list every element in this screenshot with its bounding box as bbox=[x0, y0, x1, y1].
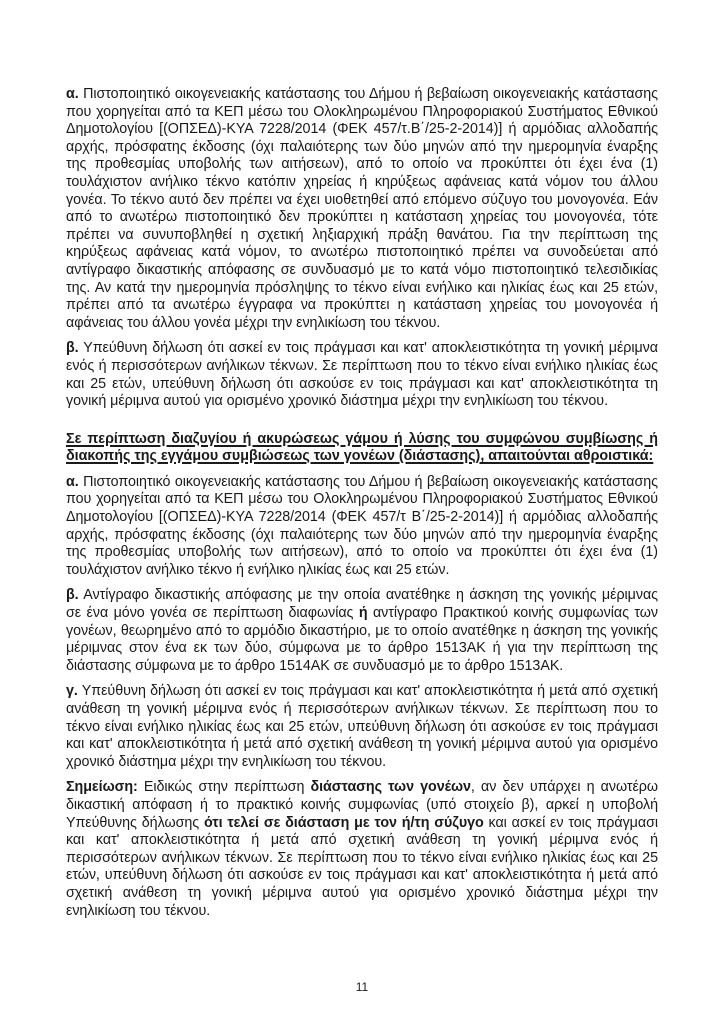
paragraph-text: αντίγραφο Πρακτικού κοινής συμφωνίας των γονέων, θεωρημένο από το αρμόδιο δικαστήριο, με το οποίο ανατέθηκε η άσκηση της γονικής μέριμνας στον ένα εκ των δύο, σύμφωνα με το άρθρο 1513ΑΚ ή για την περίπτωση της διάστασης σύμφωνα με το άρθρο 1514ΑΚ σε συνδυασμό με το άρθρο 1513ΑΚ. bbox=[66, 605, 658, 674]
item-label: α. bbox=[66, 86, 79, 102]
page-number: 11 bbox=[355, 980, 369, 994]
paragraph-text: Αντίγραφο δικαστικής απόφασης με την οποία ανατέθηκε η άσκηση της γονικής μέριμνας σε ένα μόνο γονέα σε περίπτωση διαφωνίας bbox=[66, 587, 658, 622]
bold-phrase: διάστασης των γονέων bbox=[310, 779, 471, 796]
paragraph-text: και ασκεί εν τοις πράγμασι και κατ' αποκλειστικότητα ή μετά από σχετική ανάθεση τη γονική μέριμνα ενός ή περισσότερων ανήλικων τέκνων. Σε περίπτωση που το τέκνο είναι ενήλικο ηλικίας έως και 25 ετών, υπεύθυνη δήλωση ότι ασκούσε εν τοις πράγμασι και κατ' αποκλειστικότητα ή μετά από σχετική ανάθεση τη γονική μέριμνα αυτού για ορισμένο χρονικό διάστημα μέχρι την ενηλικίωση του τέκνου. bbox=[66, 814, 658, 919]
bold-or: ή bbox=[358, 605, 368, 622]
item-label: β. bbox=[66, 587, 79, 604]
paragraph-text: Πιστοποιητικό οικογενειακής κατάστασης του Δήμου ή βεβαίωση οικογενειακής κατάστασης που χορηγείται από τα ΚΕΠ μέσω του Ολοκληρωμένου Πληροφοριακού Συστήματος Εθνικού Δημοτολογίου [(ΟΠΣΕΔ)-ΚΥΑ 7228/2014 (ΦΕΚ 457/τ.Β΄/25-2-2014)] ή αρμόδιας αλλοδαπής αρχής, πρόσφατης έκδοσης (όχι παλαιότερης των δύο μηνών από την ημερομηνία έναρξης της προθεσμίας υποβολής των αιτήσεων), από το οποίο να προκύπτει ότι έχει ένα (1) τουλάχιστον ανήλικο τέκνο κατόπιν χηρείας ή κηρύξεως αφάνειας κατά νόμον του άλλου γονέα. Το τέκνο αυτό δεν πρέπει να έχει υιοθετηθεί από επόμενο σύζυγο του μονογονέα. Εάν από το ανωτέρω πιστοποιητικό δεν προκύπτει η κατάσταση χηρείας του μονογονέα, τότε πρέπει να συνυποβληθεί η σχετική ληξιαρχική πράξη θανάτου. Για την περίπτωση της κηρύξεως αφάνειας κατά νόμον, το ανωτέρω πιστοποιητικό πρέπει να συνοδεύεται από αντίγραφο δικαστικής απόφασης σε συνδυασμό με το κατά νόμο πιστοποιητικό τελεσιδικίας της. Αν κατά την ημερομηνία πρόσληψης το τέκνο είναι ενήλικο και ηλικίας έως και 25 ετών, πρέπει από τα ανωτέρω έγγραφα να προκύπτει η κατάσταση χηρείας του μονογονέα ή αφάνειας του άλλου γονέα μέχρι την ενηλικίωση του τέκνου. bbox=[66, 86, 658, 331]
item-label: α. bbox=[66, 473, 79, 490]
note-label: Σημείωση: bbox=[66, 779, 138, 796]
paragraph-alpha-certificate bbox=[66, 474, 658, 580]
paragraph-text: Υπεύθυνη δήλωση ότι ασκεί εν τοις πράγμασι και κατ' αποκλειστικότητα τη γονική μέριμνα ενός ή περισσότερων ανήλικων τέκνων. Σε περίπτωση που το τέκνο είναι ενήλικο ηλικίας έως και 25 ετών, υπεύθυνη δήλωση ότι ασκούσε εν τοις πράγμασι και κατ' αποκλειστικότητα τη γονική μέριμνα αυτού για ορισμένο χρονικό διάστημα μέχρι την ενηλικίωση του τέκνου. bbox=[66, 340, 658, 410]
bold-phrase: ότι τελεί σε διάσταση με τον ή/τη σύζυγο bbox=[203, 814, 484, 831]
item-label: γ. bbox=[66, 683, 78, 700]
paragraph-beta-court-decision bbox=[66, 587, 658, 675]
item-label: β. bbox=[66, 340, 79, 357]
paragraph-text: Ειδικώς στην περίπτωση bbox=[137, 779, 311, 796]
paragraph-note bbox=[66, 779, 658, 920]
paragraph-gamma-declaration bbox=[66, 683, 658, 771]
paragraph-text: Πιστοποιητικό οικογενειακής κατάστασης του Δήμου ή βεβαίωση οικογενειακής κατάστασης που χορηγείται από τα ΚΕΠ μέσω του Ολοκληρωμένου Πληροφοριακού Συστήματος Εθνικού Δημοτολογίου [(ΟΠΣΕΔ)-ΚΥΑ 7228/2014 (ΦΕΚ 457/τ Β΄/25-2-2014)] ή αρμόδιας αλλοδαπής αρχής, πρόσφατης έκδοσης (όχι παλαιότερης των δύο μηνών από την ημερομηνία έναρξης της προθεσμίας υποβολής των αιτήσεων), από το οποίο να προκύπτει ότι έχει ένα (1) τουλάχιστον ανήλικο τέκνο ή ενήλικο ηλικίας έως και 25 ετών. bbox=[66, 473, 658, 578]
document-page bbox=[66, 86, 658, 928]
section-heading-divorce: Σε περίπτωση διαζυγίου ή ακυρώσεως γάμου ή λύσης του συμφώνου συμβίωσης ή διακοπής της εγγάμου συμβιώσεως των γονέων (διάστασης), απαιτούνται αθροιστικά: bbox=[66, 430, 658, 465]
paragraph-alpha-widowhood bbox=[66, 86, 658, 332]
paragraph-beta-declaration bbox=[66, 340, 658, 410]
paragraph-text: , αν δεν υπάρχει η ανωτέρω δικαστική απόφαση ή το πρακτικό κοινής συμφωνίας (υπό στοιχείο β), αρκεί η υποβολή Υπεύθυνης δήλωσης bbox=[66, 779, 658, 831]
paragraph-text: Υπεύθυνη δήλωση ότι ασκεί εν τοις πράγμασι και κατ' αποκλειστικότητα ή μετά από σχετική ανάθεση τη γονική μέριμνα ενός ή περισσότερων ανήλικων τέκνων. Σε περίπτωση που το τέκνο είναι ενήλικο ηλικίας έως και 25 ετών, υπεύθυνη δήλωση ότι ασκούσε εν τοις πράγμασι και κατ' αποκλειστικότητα ή μετά από σχετική ανάθεση τη γονική μέριμνα αυτού για ορισμένο χρονικό διάστημα μέχρι την ενηλικίωση του τέκνου. bbox=[66, 683, 658, 770]
